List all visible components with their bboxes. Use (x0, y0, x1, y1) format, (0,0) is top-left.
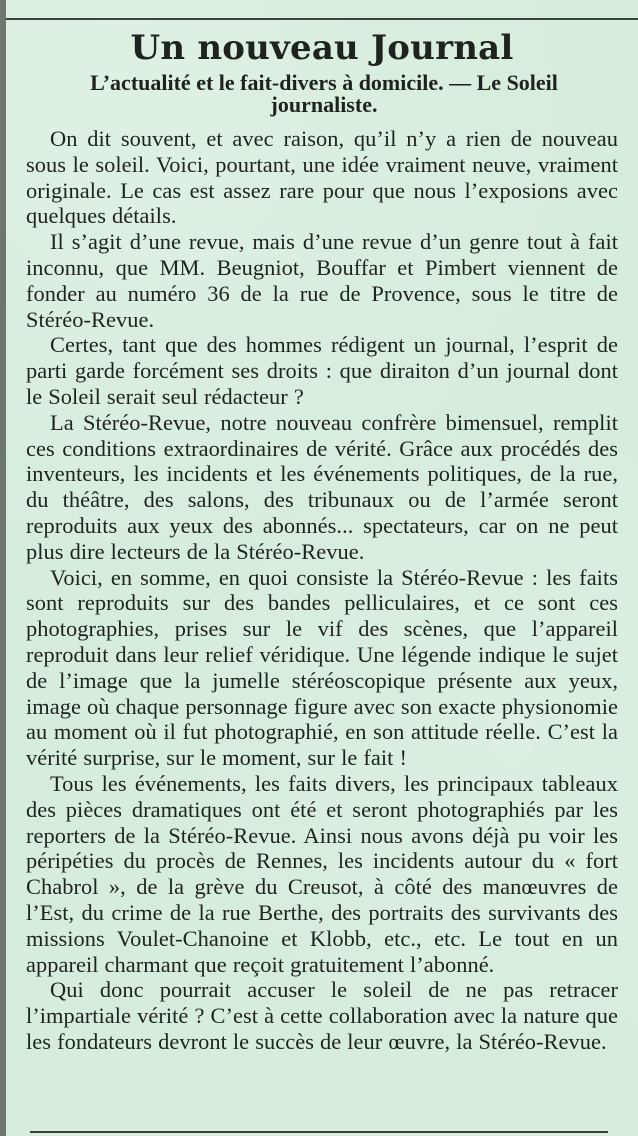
bottom-border-rule (30, 1131, 608, 1133)
top-border-rule (6, 0, 638, 20)
paragraph-2: Il s’agit d’une revue, mais d’une revue d’un genre tout à fait inconnu, que MM. Beugniot, Bouffar et Pimbert viennent de fonder au numéro 36 de la rue de Provence, sous le titre de Stéréo-Revue. (26, 229, 618, 332)
article-subtitle: L’actualité et le fait-divers à domicile. — Le Soleil journaliste. (90, 70, 558, 117)
paragraph-4: La Stéréo-Revue, notre nouveau confrère bimensuel, remplit ces conditions extraordinaires de vérité. Grâce aux procédés des inventeurs, les incidents et les événements politiques, de la rue, du théâtre, des salons, des tribunaux ou de l’armée seront reproduits aux yeux des abonnés... spectateurs, car on ne peut plus dire lecteurs de la Stéréo-Revue. (26, 409, 618, 564)
paragraph-3: Certes, tant que des hommes rédigent un journal, l’esprit de parti garde forcément ses droits : que diraiton d’un journal dont le Soleil serait seul rédacteur ? (26, 332, 618, 409)
article-body (26, 126, 618, 1055)
left-border-rule (0, 0, 6, 1136)
paragraph-7: Qui donc pourrait accuser le soleil de ne pas retracer l’impartiale vérité ? C’est à cette collaboration avec la nature que les fondateurs devront le succès de leur œuvre, la Stéréo-Revue. (26, 977, 618, 1054)
paragraph-1: On dit souvent, et avec raison, qu’il n’y a rien de nouveau sous le soleil. Voici, pourtant, une idée vraiment neuve, vraiment originale. Le cas est assez rare pour que nous l’exposions avec quelques détails. (26, 126, 618, 229)
paragraph-5: Voici, en somme, en quoi consiste la Stéréo-Revue : les faits sont reproduits sur des bandes pelliculaires, et ce sont ces photographies, prises sur le vif des scènes, que l’appareil reproduit dans leur relief véridique. Une légende indique le sujet de l’image que la jumelle stéréoscopique présente aux yeux, image où chaque personnage figure avec son exacte physionomie au moment où il fut photographié, en son attitude réelle. C’est la vérité surprise, sur le moment, sur le fait ! (26, 564, 618, 771)
paragraph-6: Tous les événements, les faits divers, les principaux tableaux des pièces dramatiques ont été et seront photographiés par les reporters de la Stéréo-Revue. Ainsi nous avons déjà pu voir les péripéties du procès de Rennes, les incidents autour du « fort Chabrol », de la grève du Creusot, à côté des manœuvres de l’Est, du crime de la rue Berthe, des portraits des survivants des missions Voulet-Chanoine et Klobb, etc., etc. Le tout en un appareil charmant que reçoit gratuitement l’abonné. (26, 770, 618, 977)
article-title: Un nouveau Journal (130, 28, 514, 68)
